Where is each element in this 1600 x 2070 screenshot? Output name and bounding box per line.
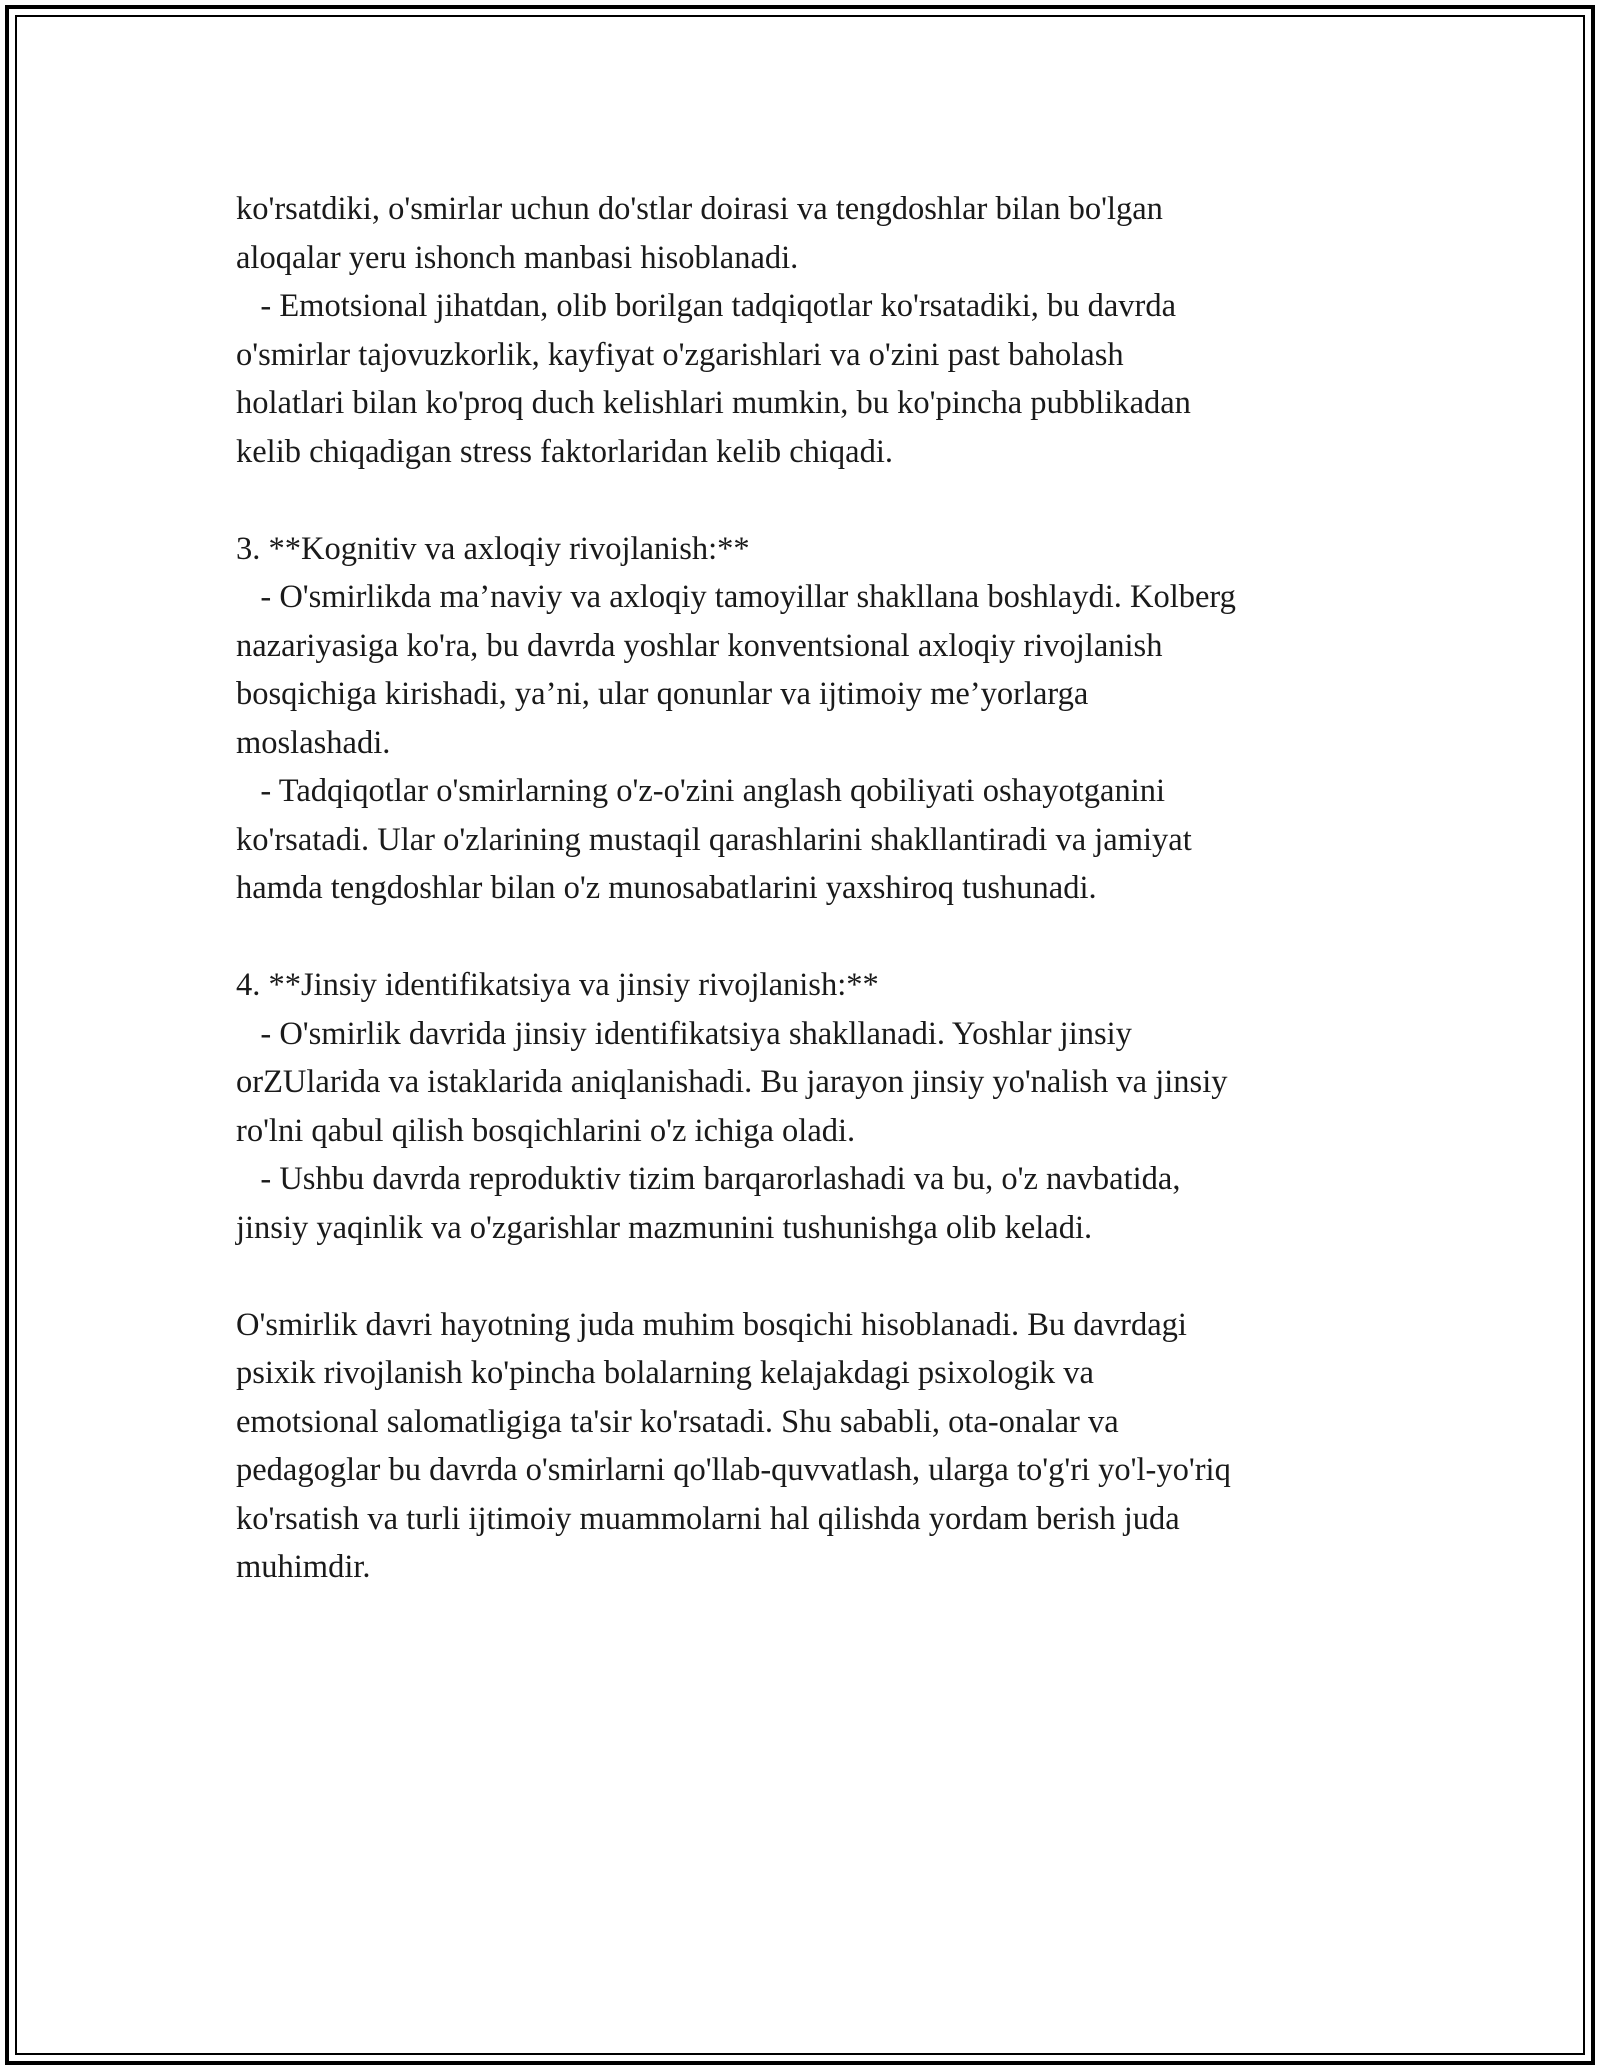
section-cognitive-moral-development — [236, 525, 1416, 913]
text-line: aloqalar yeru ishonch manbasi hisoblanadi. — [236, 239, 799, 276]
text-line: bosqichiga kirishadi, ya’ni, ular qonunlar va ijtimoiy me’yorlarga — [236, 676, 1089, 712]
text-line: psixik rivojlanish ko'pincha bolalarning kelajakdagi psixologik va — [236, 1355, 1094, 1391]
text-line: ro'lni qabul qilish bosqichlarini o'z ichiga oladi. — [236, 1112, 856, 1149]
text-line: - Emotsional jihatdan, olib borilgan tadqiqotlar ko'rsatadiki, bu davrda — [236, 288, 1177, 324]
text-line: ko'rsatish va turli ijtimoiy muammolarni hal qilishda yordam berish juda — [236, 1500, 1180, 1537]
page-content — [236, 185, 1416, 1592]
text-line: pedagoglar bu davrda o'smirlarni qo'llab-quvvatlash, ularga to'g'ri yo'l-yo'riq — [236, 1452, 1231, 1488]
text-line: muhimdir. — [236, 1549, 371, 1585]
section-sexual-identity-development — [236, 961, 1416, 1252]
text-line: orZUlarida va istaklarida aniqlanishadi. Bu jarayon jinsiy yo'nalish va jinsiy — [236, 1064, 1228, 1100]
text-line: holatlari bilan ko'proq duch kelishlari mumkin, bu ko'pincha pubblikadan — [236, 385, 1191, 421]
text-line: - O'smirlikda ma’naviy va axloqiy tamoyillar shakllana boshlaydi. Kolberg — [236, 579, 1236, 615]
paragraph-spacer — [236, 476, 1416, 525]
text-line: O'smirlik davri hayotning juda muhim bosqichi hisoblanadi. Bu davrdagi — [236, 1306, 1187, 1343]
text-line: - O'smirlik davrida jinsiy identifikatsiya shakllanadi. Yoshlar jinsiy — [236, 1015, 1132, 1052]
section-heading: 3. **Kognitiv va axloqiy rivojlanish:** — [236, 530, 750, 567]
paragraph-spacer — [236, 913, 1416, 962]
paragraph-emotional-development — [236, 185, 1416, 476]
text-line: - Tadqiqotlar o'smirlarning o'z-o'zini anglash qobiliyati oshayotganini — [236, 773, 1166, 809]
text-line: o'smirlar tajovuzkorlik, kayfiyat o'zgarishlari va o'zini past baholash — [236, 336, 1124, 373]
paragraph-spacer — [236, 1252, 1416, 1301]
text-line: emotsional salomatligiga ta'sir ko'rsatadi. Shu sababli, ota-onalar va — [236, 1403, 1119, 1440]
text-line: ko'rsatadi. Ular o'zlarining mustaqil qarashlarini shakllantiradi va jamiyat — [236, 821, 1192, 858]
text-line: - Ushbu davrda reproduktiv tizim barqarorlashadi va bu, o'z navbatida, — [236, 1161, 1181, 1197]
text-line: hamda tengdoshlar bilan o'z munosabatlarini yaxshiroq tushunadi. — [236, 870, 1097, 906]
text-line: moslashadi. — [236, 724, 391, 761]
section-heading: 4. **Jinsiy identifikatsiya va jinsiy rivojlanish:** — [236, 967, 879, 1003]
text-line: ko'rsatdiki, o'smirlar uchun do'stlar doirasi va tengdoshlar bilan bo'lgan — [236, 191, 1163, 227]
text-line: kelib chiqadigan stress faktorlaridan kelib chiqadi. — [236, 433, 894, 470]
text-line: nazariyasiga ko'ra, bu davrda yoshlar konventsional axloqiy rivojlanish — [236, 627, 1163, 664]
paragraph-conclusion — [236, 1301, 1416, 1592]
text-line: jinsiy yaqinlik va o'zgarishlar mazmunini tushunishga olib keladi. — [236, 1209, 1093, 1246]
